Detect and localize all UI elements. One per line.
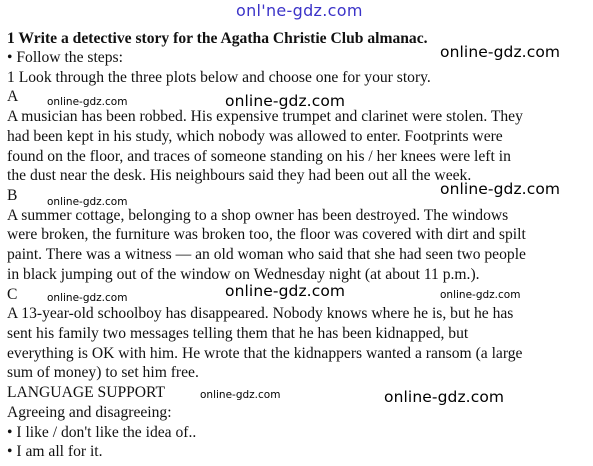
plot-a-text-line: had been kept in his study, which nobody was allowed to enter. Footprints were (7, 128, 503, 145)
plot-b-text-line: were broken, the furniture was broken too, the floor was covered with dirt and spilt (7, 226, 526, 243)
phrase-item: • I like / don't like the idea of.. (7, 424, 197, 441)
watermark: online-gdz.com (225, 282, 346, 300)
watermark: online-gdz.com (200, 389, 281, 401)
agreeing-heading: Agreeing and disagreeing: (7, 404, 172, 421)
plot-c-text-line: sent his family two messages telling them that he has been kidnapped, but (7, 325, 469, 342)
watermark: online-gdz.com (47, 292, 128, 304)
task-title: 1 Write a detective story for the Agatha Christie Club almanac. (7, 30, 428, 47)
plot-b-text-line: in black jumping out of the window on Wednesday night (at about 11 p.m.). (7, 266, 480, 283)
plot-c-text-line: everything is OK with him. He wrote that the kidnappers wanted a ransom (a large (7, 345, 523, 362)
plot-b-label: B (7, 187, 18, 204)
step-instruction: • Follow the steps: (7, 49, 123, 66)
plot-b-text-line: A summer cottage, belonging to a shop owner has been destroyed. The windows (7, 207, 509, 224)
plot-b-text-line: paint. There was a witness — an old woman who said that she had seen two people (7, 246, 526, 263)
phrase-item: • I am all for it. (7, 443, 103, 460)
watermark: online-gdz.com (440, 289, 521, 301)
watermark: online-gdz.com (47, 196, 128, 208)
watermark: online-gdz.com (384, 388, 505, 406)
step-1: 1 Look through the three plots below and choose one for your story. (7, 69, 431, 86)
plot-a-text-line: A musician has been robbed. His expensive trumpet and clarinet were stolen. They (7, 108, 523, 125)
plot-c-label: C (7, 286, 18, 303)
plot-a-text-line: found on the floor, and traces of someone standing on his / her knees were left in (7, 148, 511, 165)
plot-c-text-line: sum of money) to set him free. (7, 364, 199, 381)
plot-a-text-line: the dust near the desk. His neighbours said they had been out all the week. (7, 167, 472, 184)
plot-c-text-line: A 13-year-old schoolboy has disappeared. Nobody knows where he is, but he has (7, 305, 514, 322)
watermark: online-gdz.com (225, 92, 346, 110)
watermark: online-gdz.com (440, 180, 561, 198)
plot-a-label: A (7, 88, 19, 105)
watermark: online-gdz.com (440, 43, 561, 61)
watermark: online-gdz.com (47, 96, 128, 108)
watermark-top: onl'ne-gdz.com (236, 1, 363, 20)
language-support-heading: LANGUAGE SUPPORT (7, 384, 166, 401)
